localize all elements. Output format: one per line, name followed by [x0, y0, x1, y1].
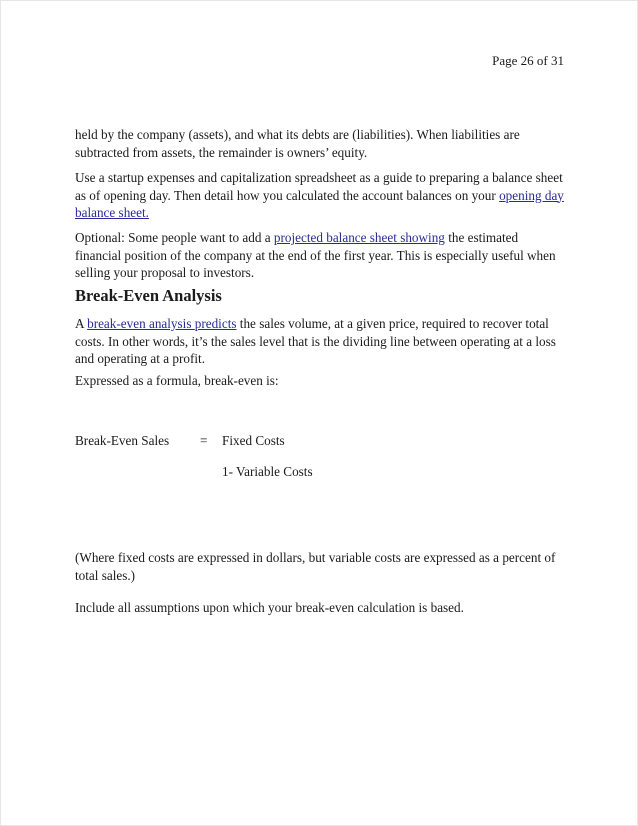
paragraph-optional [75, 229, 567, 282]
paragraph-balance-sheet [75, 169, 567, 222]
formula-numerator: Fixed Costs [222, 433, 285, 448]
paragraph-cost-note [75, 549, 567, 584]
formula-denominator: 1- Variable Costs [222, 464, 313, 479]
paragraph-text: Use a startup expenses and capitalization spreadsheet as a guide to preparing a balance sheet as of opening day. Then detail how you calculated the account balances on your [75, 170, 563, 203]
paragraph-text: the estimated financial position of the company at the end of the first year. This is especially useful when selling your proposal to investors. [75, 230, 556, 280]
paragraph-text: (Where fixed costs are expressed in dollars, but variable costs are expressed as a percent of total sales.) [75, 550, 556, 583]
paragraph-text: A [75, 316, 88, 331]
formula-equals: = [200, 433, 208, 448]
paragraph-text: held by the company (assets), and what its debts are (liabilities). When liabilities are subtracted from assets, the remainder is owners’ equity. [75, 127, 520, 160]
paragraph-text: Include all assumptions upon which your break-even calculation is based. [75, 600, 464, 615]
projected-balance-sheet-link[interactable]: projected balance sheet [273, 230, 397, 245]
formula-label: Break-Even Sales [75, 433, 170, 448]
paragraph-formula-intro [75, 372, 567, 390]
opening-day-balance-sheet-link[interactable]: opening day balance sheet. [75, 187, 564, 220]
paragraph-equity [75, 126, 567, 161]
paragraph-text: Optional: Some people want to add a [75, 230, 274, 245]
showing-link[interactable]: showing [400, 230, 445, 245]
paragraph-break-even [75, 315, 567, 368]
paragraph-assumptions [75, 599, 567, 617]
page-number: Page 26 of 31 [492, 53, 564, 68]
section-heading: Break-Even Analysis [75, 286, 222, 305]
paragraph-text: Expressed as a formula, break-even is: [75, 373, 279, 388]
break-even-analysis-link[interactable]: break-even analysis [87, 316, 192, 331]
paragraph-text: the sales volume, at a given price, required to recover total costs. In other words, it’s the sales level that is the dividing line between operating at a loss and operating at a profit. [75, 316, 556, 366]
predicts-link[interactable]: predicts [194, 316, 237, 331]
